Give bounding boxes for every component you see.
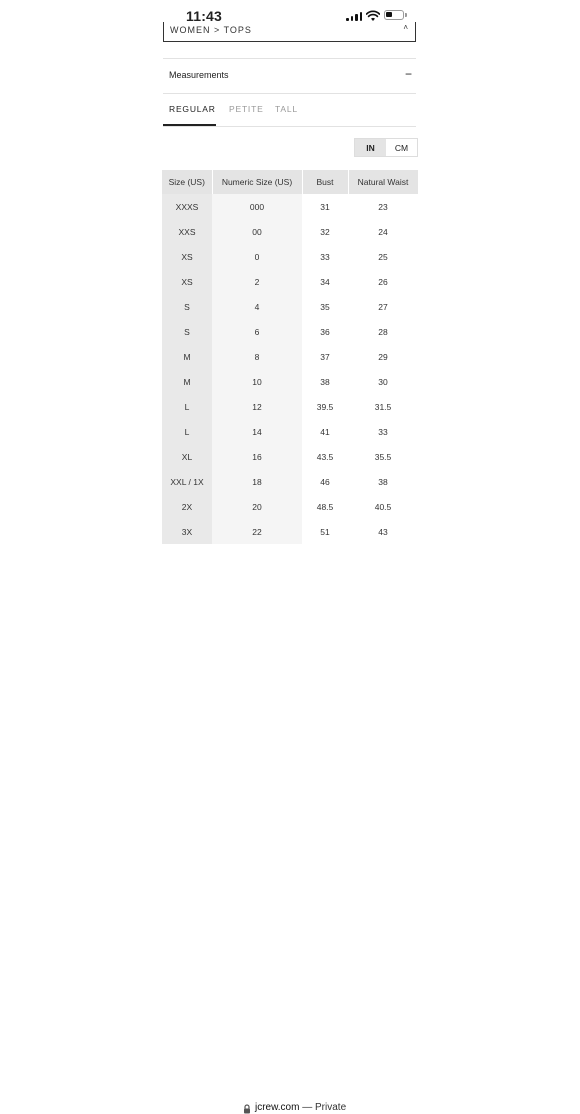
table-row — [162, 244, 418, 269]
cell-numeric-size: 6 — [212, 319, 302, 344]
cell-natural-waist: 43 — [348, 519, 418, 544]
cell-natural-waist: 35.5 — [348, 444, 418, 469]
cell-bust: 37 — [302, 344, 348, 369]
chevron-up-icon: ˄ — [403, 23, 408, 32]
size-chart-table — [162, 170, 419, 544]
cell-numeric-size: 14 — [212, 419, 302, 444]
cell-numeric-size: 22 — [212, 519, 302, 544]
table-row — [162, 519, 418, 544]
cell-bust: 33 — [302, 244, 348, 269]
cell-numeric-size: 20 — [212, 494, 302, 519]
cell-natural-waist: 33 — [348, 419, 418, 444]
table-row — [162, 394, 418, 419]
cell-natural-waist: 27 — [348, 294, 418, 319]
cell-natural-waist: 28 — [348, 319, 418, 344]
unit-in-button[interactable]: IN — [355, 139, 386, 156]
cell-bust: 48.5 — [302, 494, 348, 519]
cellular-signal-icon — [346, 12, 362, 21]
table-row — [162, 444, 418, 469]
fit-tabs — [163, 96, 416, 127]
category-dropdown[interactable] — [163, 22, 416, 42]
cell-natural-waist: 25 — [348, 244, 418, 269]
cell-natural-waist: 23 — [348, 194, 418, 219]
cell-size: M — [162, 344, 212, 369]
cell-natural-waist: 29 — [348, 344, 418, 369]
cell-natural-waist: 38 — [348, 469, 418, 494]
table-row — [162, 294, 418, 319]
cell-natural-waist: 30 — [348, 369, 418, 394]
table-row — [162, 319, 418, 344]
cell-natural-waist: 24 — [348, 219, 418, 244]
cell-bust: 43.5 — [302, 444, 348, 469]
browsing-mode: — Private — [302, 1102, 347, 1113]
cell-natural-waist: 40.5 — [348, 494, 418, 519]
lock-icon — [242, 1104, 252, 1114]
measurements-accordion[interactable] — [163, 58, 416, 94]
cell-bust: 38 — [302, 369, 348, 394]
battery-icon — [384, 10, 404, 20]
url-text — [255, 1102, 346, 1113]
cell-natural-waist: 26 — [348, 269, 418, 294]
cell-numeric-size: 18 — [212, 469, 302, 494]
tab-petite[interactable]: PETITE — [229, 104, 264, 114]
cell-size: XL — [162, 444, 212, 469]
measurements-title: Measurements — [169, 70, 229, 80]
cell-size: L — [162, 394, 212, 419]
cell-bust: 35 — [302, 294, 348, 319]
url-bar[interactable] — [0, 548, 580, 1113]
table-row — [162, 369, 418, 394]
cell-numeric-size: 10 — [212, 369, 302, 394]
collapse-icon[interactable]: − — [404, 67, 412, 81]
cell-bust: 41 — [302, 419, 348, 444]
unit-cm-button[interactable]: CM — [394, 142, 409, 153]
cell-numeric-size: 8 — [212, 344, 302, 369]
tab-regular[interactable]: REGULAR — [169, 104, 216, 114]
active-tab-indicator — [163, 124, 216, 126]
cell-numeric-size: 16 — [212, 444, 302, 469]
breadcrumb: WOMEN > TOPS — [170, 25, 252, 35]
cell-bust: 39.5 — [302, 394, 348, 419]
cell-numeric-size: 4 — [212, 294, 302, 319]
cell-numeric-size: 12 — [212, 394, 302, 419]
url-host: jcrew.com — [255, 1102, 300, 1113]
cell-size: M — [162, 369, 212, 394]
table-row — [162, 219, 418, 244]
table-row — [162, 194, 418, 219]
unit-toggle — [354, 138, 418, 157]
cell-bust: 31 — [302, 194, 348, 219]
cell-size: XXXS — [162, 194, 212, 219]
table-row — [162, 419, 418, 444]
cell-numeric-size: 000 — [212, 194, 302, 219]
wifi-icon — [366, 10, 380, 22]
column-header-numeric-size: Numeric Size (US) — [212, 170, 302, 194]
column-header-bust: Bust — [302, 170, 348, 194]
table-row — [162, 494, 418, 519]
cell-bust: 32 — [302, 219, 348, 244]
cell-size: 2X — [162, 494, 212, 519]
table-row — [162, 469, 418, 494]
cell-size: L — [162, 419, 212, 444]
cell-numeric-size: 00 — [212, 219, 302, 244]
column-header-size: Size (US) — [162, 170, 212, 194]
table-row — [162, 269, 418, 294]
cell-numeric-size: 0 — [212, 244, 302, 269]
table-body — [162, 194, 418, 544]
cell-size: S — [162, 294, 212, 319]
cell-bust: 51 — [302, 519, 348, 544]
status-time: 11:43 — [186, 8, 223, 24]
cell-size: 3X — [162, 519, 212, 544]
cell-size: XS — [162, 269, 212, 294]
cell-bust: 34 — [302, 269, 348, 294]
table-header-row — [162, 170, 418, 194]
tab-tall[interactable]: TALL — [275, 104, 298, 114]
table-row — [162, 344, 418, 369]
cell-size: XXL / 1X — [162, 469, 212, 494]
cell-natural-waist: 31.5 — [348, 394, 418, 419]
cell-size: XS — [162, 244, 212, 269]
cell-size: S — [162, 319, 212, 344]
column-header-natural-waist: Natural Waist — [348, 170, 418, 194]
cell-bust: 46 — [302, 469, 348, 494]
cell-bust: 36 — [302, 319, 348, 344]
cell-size: XXS — [162, 219, 212, 244]
cell-numeric-size: 2 — [212, 269, 302, 294]
